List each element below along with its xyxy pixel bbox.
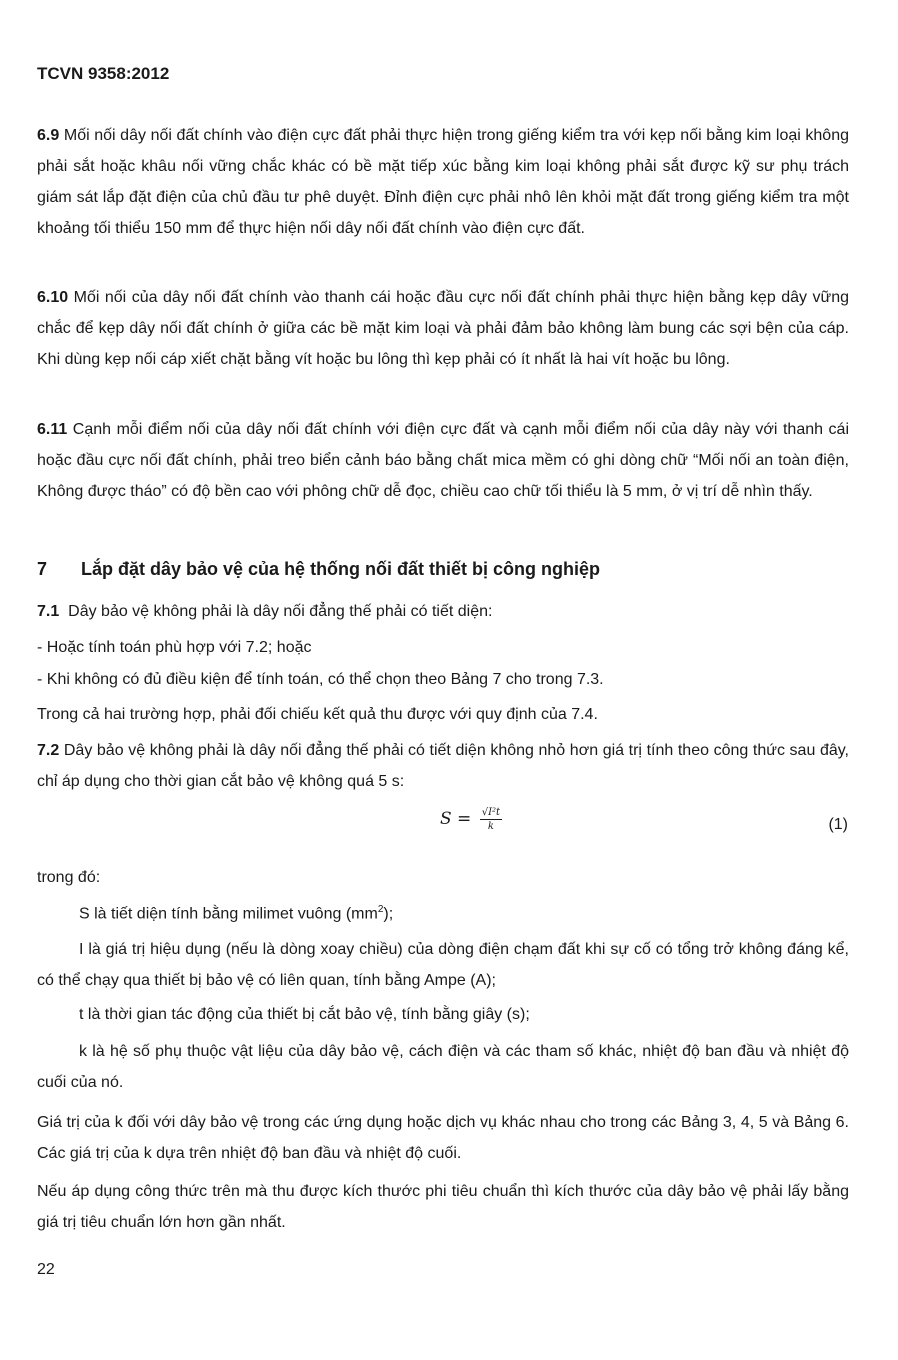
clause-7-2 <box>37 735 849 797</box>
clause-text: Cạnh mỗi điểm nối của dây nối đất chính với điện cực đất và cạnh mỗi điểm nối của dây này với thanh cái hoặc đầu cực nối đất chính, phải treo biển cảnh báo bằng chất mica mềm có ghi dòng chữ “Mối nối an toàn điện, Không được tháo” có độ bền cao với phông chữ dễ đọc, chiều cao chữ tối thiểu là 5 mm, ở vị trí dễ nhìn thấy. <box>37 421 849 500</box>
clause-number: 6.11 <box>37 421 68 438</box>
section-title: Lắp đặt dây bảo vệ của hệ thống nối đất thiết bị công nghiệp <box>81 559 601 579</box>
page-number: 22 <box>37 1261 55 1278</box>
formula-fraction <box>480 806 502 833</box>
paragraph: Trong cả hai trường hợp, phải đối chiếu kết quả thu được với quy định của 7.4. <box>37 706 598 723</box>
clause-text: Mối nối của dây nối đất chính vào thanh cái hoặc đầu cực nối đất chính phải thực hiện bằng kẹp dây vững chắc để kẹp dây nối đất chính ở giữa các bề mặt kim loại và phải đảm bảo không làm bung các sợi bện của cáp. Khi dùng kẹp nối cáp xiết chặt bằng vít hoặc bu lông thì kẹp phải có ít nhất là hai vít hoặc bu lông. <box>37 289 849 368</box>
definition-i: I là giá trị hiệu dụng (nếu là dòng xoay chiều) của dòng điện chạm đất khi sự cố có tổng trở không đáng kể, có thể chạy qua thiết bị bảo vệ có liên quan, tính bằng Ampe (A); <box>37 941 849 989</box>
formula-denominator: k <box>487 821 494 832</box>
clause-text: Mối nối dây nối đất chính vào điện cực đất phải thực hiện trong giếng kiểm tra với kẹp nối bằng kim loại không phải sắt hoặc khâu nối vững chắc khác có bề mặt tiếp xúc bằng kim loại không phải sắt được kỹ sư phụ trách giám sát lắp đặt điện của chủ đầu tư phê duyệt. Đỉnh điện cực phải nhô lên khỏi mặt đất trong giếng kiểm tra một khoảng tối thiểu 150 mm để thực hiện nối dây nối đất chính vào điện cực đất. <box>37 127 850 237</box>
clause-6-10 <box>37 282 849 375</box>
clause-text: Dây bảo vệ không phải là dây nối đẳng thế phải có tiết diện không nhỏ hơn giá trị tính theo công thức sau đây, chỉ áp dụng cho thời gian cắt bảo vệ không quá 5 s: <box>37 742 849 790</box>
section-7-heading <box>37 559 600 580</box>
list-item: - Khi không có đủ điều kiện để tính toán, có thể chọn theo Bảng 7 cho trong 7.3. <box>37 671 604 688</box>
paragraph-k-values: Giá trị của k đối với dây bảo vệ trong các ứng dụng hoặc dịch vụ khác nhau cho trong các Bảng 3, 4, 5 và Bảng 6. Các giá trị của k dựa trên nhiệt độ ban đầu và nhiệt độ cuối. <box>37 1114 849 1162</box>
section-number: 7 <box>37 559 48 579</box>
equation-number: (1) <box>828 816 848 833</box>
clause-number: 6.9 <box>37 127 60 144</box>
where-label: trong đó: <box>37 869 101 886</box>
clause-6-9 <box>37 120 849 244</box>
clause-6-11 <box>37 414 849 507</box>
definition-s <box>79 904 849 923</box>
superscript: 2 <box>377 904 384 915</box>
document-header: TCVN 9358:2012 <box>37 64 170 83</box>
clause-text: Dây bảo vệ không phải là dây nối đẳng thế phải có tiết diện: <box>68 603 493 620</box>
formula-numerator: √I²t <box>481 807 501 818</box>
list-item: - Hoặc tính toán phù hợp với 7.2; hoặc <box>37 639 312 656</box>
definition-text: S là tiết diện tính bằng milimet vuông (mm <box>79 905 378 923</box>
definition-t: t là thời gian tác động của thiết bị cắt bảo vệ, tính bằng giây (s); <box>79 1006 530 1023</box>
clause-number: 6.10 <box>37 289 69 306</box>
clause-number: 7.2 <box>37 742 60 759</box>
formula-lhs: S = <box>440 809 472 829</box>
formula <box>440 806 502 833</box>
clause-7-1 <box>37 603 849 621</box>
clause-number: 7.1 <box>37 603 60 620</box>
definition-k: k là hệ số phụ thuộc vật liệu của dây bảo vệ, cách điện và các tham số khác, nhiệt độ ban đầu và nhiệt độ cuối của nó. <box>37 1043 849 1091</box>
paragraph-standard-size: Nếu áp dụng công thức trên mà thu được kích thước phi tiêu chuẩn thì kích thước của dây bảo vệ phải lấy bằng giá trị tiêu chuẩn lớn hơn gần nhất. <box>37 1183 849 1231</box>
definition-text-end: ); <box>383 905 394 923</box>
